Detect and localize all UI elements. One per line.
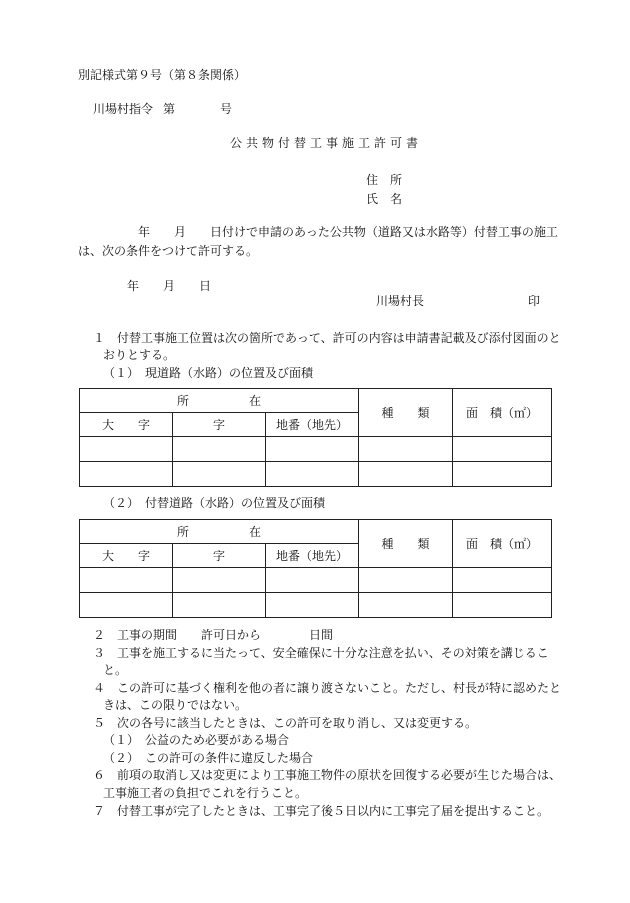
condition-6-line-1: ６ 前項の取消し又は変更により工事施工物件の原状を回復する必要が生じた場合は、 bbox=[93, 768, 562, 782]
condition-5-2: （２） この許可の条件に違反した場合 bbox=[103, 751, 314, 765]
table-row bbox=[80, 593, 552, 618]
intro-line-2: は、次の条件をつけて許可する。 bbox=[78, 244, 259, 258]
header-oaza: 大 字 bbox=[80, 413, 173, 437]
table-row bbox=[80, 568, 552, 593]
condition-4-line-2: きは、この限りではない。 bbox=[103, 698, 248, 712]
header-location: 所 在 bbox=[80, 389, 359, 413]
form-reference: 別記様式第９号（第８条関係） bbox=[78, 68, 247, 82]
condition-6-line-2: 工事施工者の負担でこれを行うこと。 bbox=[103, 786, 308, 800]
issuer-name: 川場村長 bbox=[376, 294, 425, 308]
condition-3-line-1: ３ 工事を施工するに当たって、安全確保に十分な注意を払い、その対策を講じるこ bbox=[93, 646, 549, 660]
document-title: 公共物付替工事施工許可書 bbox=[230, 136, 423, 150]
doc-number-dai: 第 bbox=[163, 102, 176, 116]
header-oaza: 大 字 bbox=[80, 544, 173, 568]
condition-3-line-2: と。 bbox=[103, 663, 128, 677]
table-row bbox=[80, 437, 552, 462]
doc-number-prefix: 川場村指令 bbox=[93, 102, 154, 116]
replacement-road-table bbox=[79, 519, 552, 618]
header-chiban: 地番（地先） bbox=[266, 544, 359, 568]
condition-4-line-1: ４ この許可に基づく権利を他の者に譲り渡さないこと。ただし、村長が特に認めたと bbox=[93, 681, 562, 695]
condition-1-line-1: １ 付替工事施工位置は次の箇所であって、許可の内容は申請書記載及び添付図面のと bbox=[93, 331, 561, 345]
header-aza: 字 bbox=[173, 413, 266, 437]
header-aza: 字 bbox=[173, 544, 266, 568]
condition-2: ２ 工事の期間 許可日から 日間 bbox=[93, 628, 334, 642]
header-kind: 種 類 bbox=[359, 389, 453, 437]
subsection-1-title: （１） 現道路（水路）の位置及び面積 bbox=[103, 366, 314, 380]
name-label: 氏 名 bbox=[366, 192, 403, 206]
header-area: 面 積（㎡） bbox=[453, 520, 552, 568]
condition-1-line-2: おりとする。 bbox=[103, 348, 176, 362]
condition-5-1: （１） 公益のため必要がある場合 bbox=[103, 733, 290, 747]
intro-line-1: 年 月 日付けで申請のあった公共物（道路又は水路等）付替工事の施工 bbox=[138, 225, 558, 239]
doc-number-go: 号 bbox=[220, 102, 233, 116]
condition-5: ５ 次の各号に該当したときは、この許可を取り消し、又は変更する。 bbox=[93, 716, 478, 730]
header-area: 面 積（㎡） bbox=[453, 389, 552, 437]
header-kind: 種 類 bbox=[359, 520, 453, 568]
current-road-table bbox=[79, 388, 552, 487]
issue-date: 年 月 日 bbox=[127, 279, 212, 293]
table-row bbox=[80, 462, 552, 487]
condition-7: ７ 付替工事が完了したときは、工事完了後５日以内に工事完了届を提出すること。 bbox=[93, 804, 550, 818]
seal-mark: 印 bbox=[528, 294, 541, 308]
header-location: 所 在 bbox=[80, 520, 359, 544]
subsection-2-title: （２） 付替道路（水路）の位置及び面積 bbox=[103, 496, 326, 510]
address-label: 住 所 bbox=[366, 173, 403, 187]
header-chiban: 地番（地先） bbox=[266, 413, 359, 437]
